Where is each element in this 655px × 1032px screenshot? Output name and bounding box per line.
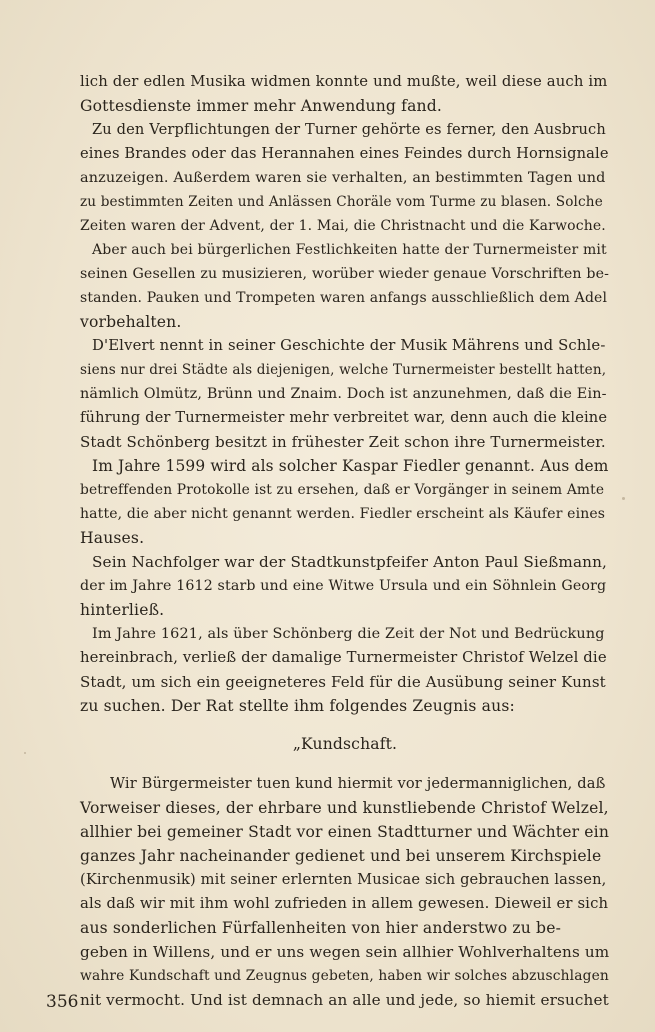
text-line: Sein Nachfolger war der Stadtkunstpfeifer Anton Paul Sießmann, — [92, 553, 607, 571]
text-line: standen. Pauken und Trompeten waren anfangs ausschließlich dem Adel — [80, 290, 608, 306]
text-line: vorbehalten. — [80, 313, 182, 331]
page-number: 356 — [46, 992, 79, 1012]
text-line: der im Jahre 1612 starb und eine Witwe Ursula und ein Söhnlein Georg — [80, 578, 607, 594]
text-line: anzuzeigen. Außerdem waren sie verhalten, an bestimmten Tagen und — [80, 170, 606, 186]
text-line: Im Jahre 1621, als über Schönberg die Zeit der Not und Bedrückung — [92, 626, 605, 642]
text-line: Gottesdienste immer mehr Anwendung fand. — [80, 97, 442, 115]
text-line: nit vermocht. Und ist demnach an alle und jede, so hiemit ersuchet — [80, 991, 609, 1009]
section-heading: „Kundschaft. — [292, 735, 398, 753]
text-line: führung der Turnermeister mehr verbreitet war, denn auch die kleine — [80, 409, 608, 426]
text-line: nämlich Olmütz, Brünn und Znaim. Doch ist anzunehmen, daß die Ein- — [80, 386, 607, 402]
text-line: D'Elvert nennt in seiner Geschichte der Musik Mährens und Schle- — [92, 337, 606, 354]
text-line: hinterließ. — [80, 601, 165, 619]
text-line: geben in Willens, und er uns wegen sein allhier Wohlverhaltens um — [80, 943, 610, 961]
text-line: siens nur drei Städte als diejenigen, welche Turnermeister bestellt hatten, — [80, 362, 607, 378]
text-line: (Kirchenmusik) mit seiner erlernten Musicae sich gebrauchen lassen, — [80, 871, 607, 888]
text-line: hereinbrach, verließ der damalige Turnermeister Christof Welzel die — [80, 649, 607, 666]
text-line: als daß wir mit ihm wohl zufrieden in allem gewesen. Dieweil er sich — [80, 895, 609, 912]
text-line: Stadt Schönberg besitzt in frühester Zeit schon ihre Turnermeister. — [80, 433, 606, 451]
text-line: zu suchen. Der Rat stellte ihm folgendes Zeugnis aus: — [80, 697, 515, 715]
text-line: Zu den Verpflichtungen der Turner gehörte es ferner, den Ausbruch — [92, 121, 606, 138]
paper-speck — [24, 752, 26, 754]
text-line: lich der edlen Musika widmen konnte und mußte, weil diese auch im — [80, 73, 608, 90]
text-line: Vorweiser dieses, der ehrbare und kunstliebende Christof Welzel, — [80, 799, 609, 817]
text-line: betreffenden Protokolle ist zu ersehen, daß er Vorgänger in seinem Amte — [80, 482, 605, 498]
text-line: Stadt, um sich ein geeigneteres Feld für die Ausübung seiner Kunst — [80, 673, 606, 691]
text-line: Wir Bürgermeister tuen kund hiermit vor jedermanniglichen, daß — [110, 775, 606, 792]
text-line: wahre Kundschaft und Zeugnus gebeten, haben wir solches abzuschlagen — [80, 968, 609, 984]
text-line: ganzes Jahr nacheinander gedienet und bei unserem Kirchspiele — [80, 847, 602, 865]
text-line: hatte, die aber nicht genannt werden. Fiedler erscheint als Käufer eines — [80, 506, 606, 522]
text-line: Im Jahre 1599 wird als solcher Kaspar Fiedler genannt. Aus dem — [92, 457, 609, 475]
paper-speck — [622, 497, 625, 500]
text-line: seinen Gesellen zu musizieren, worüber wieder genaue Vorschriften be- — [80, 266, 610, 282]
text-line: eines Brandes oder das Herannahen eines Feindes durch Hornsignale — [80, 145, 609, 162]
text-line: Aber auch bei bürgerlichen Festlichkeiten hatte der Turnermeister mit — [92, 242, 607, 258]
text-line: allhier bei gemeiner Stadt vor einen Stadtturner und Wächter ein — [80, 823, 610, 841]
text-line: zu bestimmten Zeiten und Anlässen Choräle vom Turme zu blasen. Solche — [80, 194, 603, 210]
text-line: Zeiten waren der Advent, der 1. Mai, die Christnacht und die Karwoche. — [80, 218, 606, 234]
text-line: Hauses. — [80, 529, 145, 547]
text-line: aus sonderlichen Fürfallenheiten von hier anderstwo zu be- — [80, 919, 561, 937]
